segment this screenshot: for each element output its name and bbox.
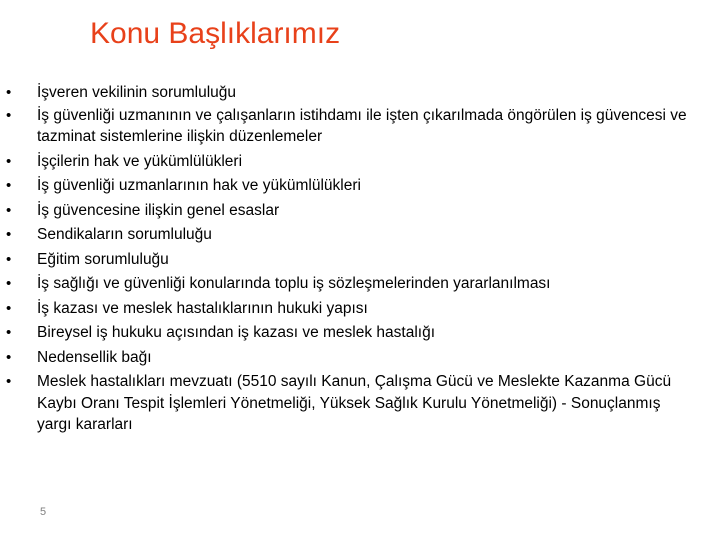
list-item-text: İş kazası ve meslek hastalıklarının hukuki yapısı [37,299,368,317]
bullet-icon: • [6,106,12,124]
list-item [6,105,696,148]
list-item-text: İşveren vekilinin sorumluluğu [37,84,237,101]
bullet-icon: • [6,299,12,317]
list-item [6,298,696,320]
bullet-icon: • [6,275,12,292]
list-item [6,371,696,436]
bullet-icon: • [6,226,12,243]
list-item-text: İş sağlığı ve güvenliği konularında toplu iş sözleşmelerinden yararlanılması [37,275,551,292]
list-item [6,82,696,104]
bullet-icon: • [6,152,12,170]
bullet-icon: • [6,348,12,366]
topic-list [6,82,696,439]
list-item-text: İş güvenliği uzmanlarının hak ve yükümlülükleri [37,177,361,194]
list-item [6,273,696,295]
bullet-icon: • [6,324,12,341]
list-item [6,249,696,271]
bullet-icon: • [6,250,12,268]
list-item [6,322,696,344]
page-number: 5 [40,506,47,518]
list-item [6,224,696,246]
slide-title: Konu Başlıklarımız [90,17,341,50]
list-item-text: İşçilerin hak ve yükümlülükleri [37,152,243,170]
list-item-text: İş güvenliği uzmanının ve çalışanların istihdamı ile işten çıkarılmada öngörülen iş güvencesi ve tazminat sistemlerine ilişkin düzenlemeler [37,106,687,145]
list-item [6,347,696,369]
list-item [6,200,696,222]
list-item-text: Bireysel iş hukuku açısından iş kazası ve meslek hastalığı [37,324,436,341]
list-item-text: İş güvencesine ilişkin genel esaslar [37,201,280,219]
bullet-icon: • [6,177,12,194]
list-item-text: Nedensellik bağı [37,348,152,366]
list-item-text: Meslek hastalıkları mevzuatı (5510 sayılı Kanun, Çalışma Gücü ve Meslekte Kazanma Gücü Kaybı Oranı Tespit İşlemleri Yönetmeliği, Yüksek Sağlık Kurulu Yönetmeliği) - Sonuçlanmış yargı kararları [37,373,672,433]
list-item-text: Sendikaların sorumluluğu [37,226,212,243]
bullet-icon: • [6,201,12,219]
bullet-icon: • [6,373,12,390]
list-item-text: Eğitim sorumluluğu [37,250,169,268]
list-item [6,175,696,197]
bullet-icon: • [6,84,12,101]
list-item [6,151,696,173]
